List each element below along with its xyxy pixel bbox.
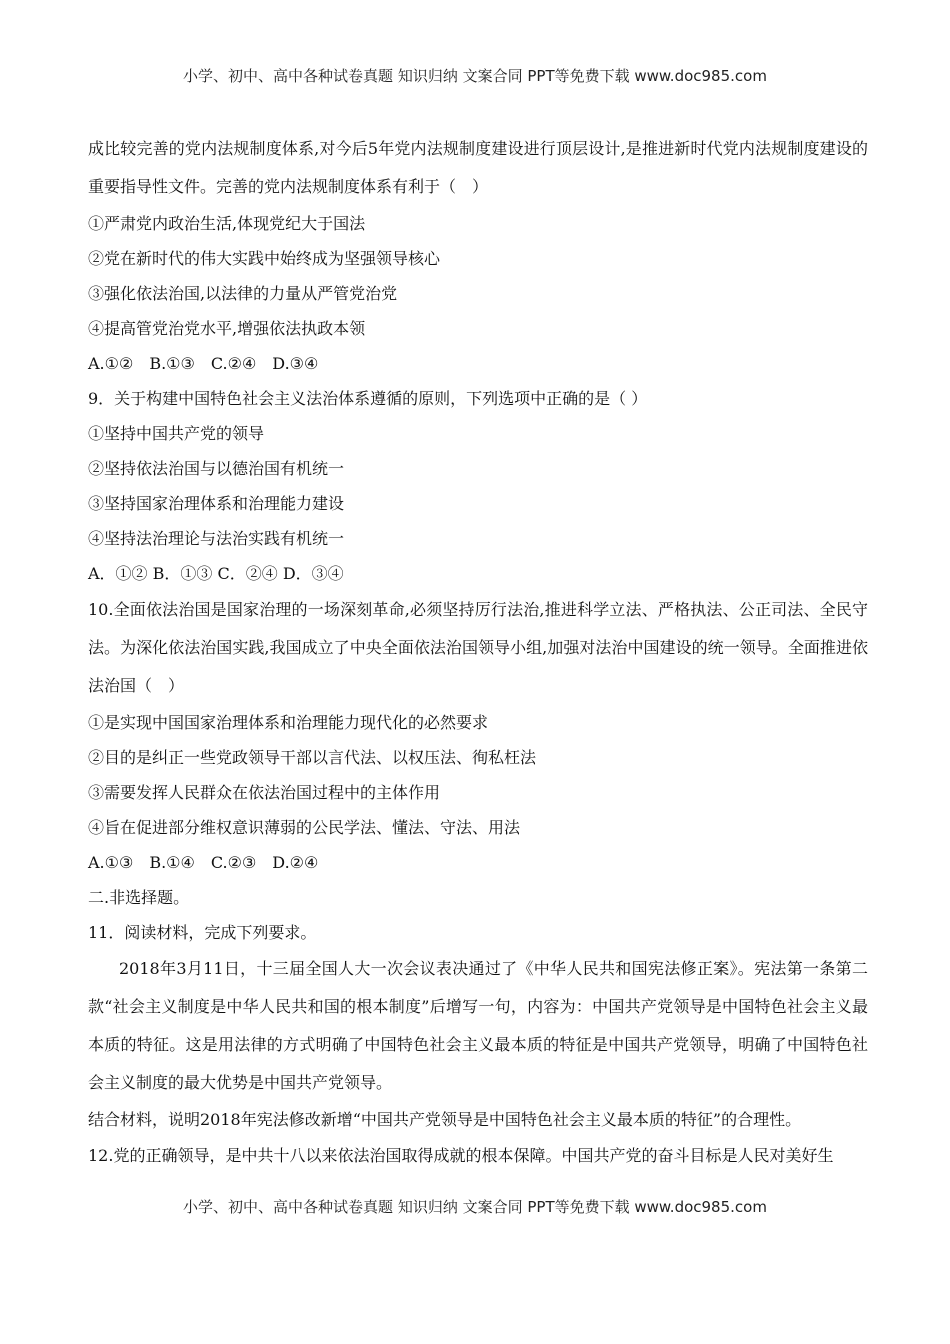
question-8-option-1: ①严肃党内政治生活,体现党纪大于国法 — [88, 214, 366, 233]
question-12-stem: 12.党的正确领导，是中共十八以来依法治国取得成就的根本保障。中国共产党的奋斗目标是人民对美好生 — [88, 1146, 834, 1165]
question-10-choices: A.①③ B.①④ C.②③ D.②④ — [88, 853, 319, 872]
question-11-requirement: 结合材料，说明2018年宪法修改新增“中国共产党领导是中国特色社会主义最本质的特征”的合理性。 — [88, 1110, 802, 1129]
question-9-option-3: ③坚持国家治理体系和治理能力建设 — [88, 494, 345, 513]
question-8-option-4: ④提高管党治党水平,增强依法执政本领 — [88, 319, 366, 338]
header-banner: 小学、初中、高中各种试卷真题 知识归纳 文案合同 PPT等免费下载 www.doc985.com — [183, 67, 767, 85]
question-9-option-2: ②坚持依法治国与以德治国有机统一 — [88, 459, 345, 478]
question-8-choices: A.①② B.①③ C.②④ D.③④ — [88, 354, 319, 373]
question-8-continuation: 成比较完善的党内法规制度体系,对今后5年党内法规制度建设进行顶层设计,是推进新时代党内法规制度建设的重要指导性文件。完善的党内法规制度体系有利于（ ） — [88, 139, 868, 196]
question-9-choices: A．①② B．①③ C．②④ D．③④ — [88, 564, 344, 583]
question-10-option-2: ②目的是纠正一些党政领导干部以言代法、以权压法、徇私枉法 — [88, 748, 537, 767]
question-11-stem: 11．阅读材料，完成下列要求。 — [88, 923, 317, 942]
question-9-option-4: ④坚持法治理论与法治实践有机统一 — [88, 529, 345, 548]
question-10-option-3: ③需要发挥人民群众在依法治国过程中的主体作用 — [88, 783, 441, 802]
question-8-option-3: ③强化依法治国,以法律的力量从严管党治党 — [88, 284, 398, 303]
question-10-option-4: ④旨在促进部分维权意识薄弱的公民学法、懂法、守法、用法 — [88, 818, 521, 837]
question-10-option-1: ①是实现中国国家治理体系和治理能力现代化的必然要求 — [88, 713, 489, 732]
question-8-option-2: ②党在新时代的伟大实践中始终成为坚强领导核心 — [88, 249, 441, 268]
question-10-stem: 10.全面依法治国是国家治理的一场深刻革命,必须坚持厉行法治,推进科学立法、严格执法、公正司法、全民守法。为深化依法治国实践,我国成立了中央全面依法治国领导小组,加强对法治中国建设的统一领导。全面推进依法治国（ ） — [88, 600, 868, 695]
page-content — [88, 130, 868, 1175]
section-heading: 二.非选择题。 — [88, 888, 190, 907]
question-9-stem: 9．关于构建中国特色社会主义法治体系遵循的原则，下列选项中正确的是（ ） — [88, 389, 648, 408]
question-11-material: 2018年3月11日，十三届全国人大一次会议表决通过了《中华人民共和国宪法修正案》。宪法第一条第二款“社会主义制度是中华人民共和国的根本制度”后增写一句，内容为：中国共产党领导是中国特色社会主义最本质的特征。这是用法律的方式明确了中国特色社会主义最本质的特征是中国共产党领导，明确了中国特色社会主义制度的最大优势是中国共产党领导。 — [88, 959, 868, 1092]
footer-banner: 小学、初中、高中各种试卷真题 知识归纳 文案合同 PPT等免费下载 www.doc985.com — [183, 1198, 767, 1216]
question-9-option-1: ①坚持中国共产党的领导 — [88, 424, 265, 443]
